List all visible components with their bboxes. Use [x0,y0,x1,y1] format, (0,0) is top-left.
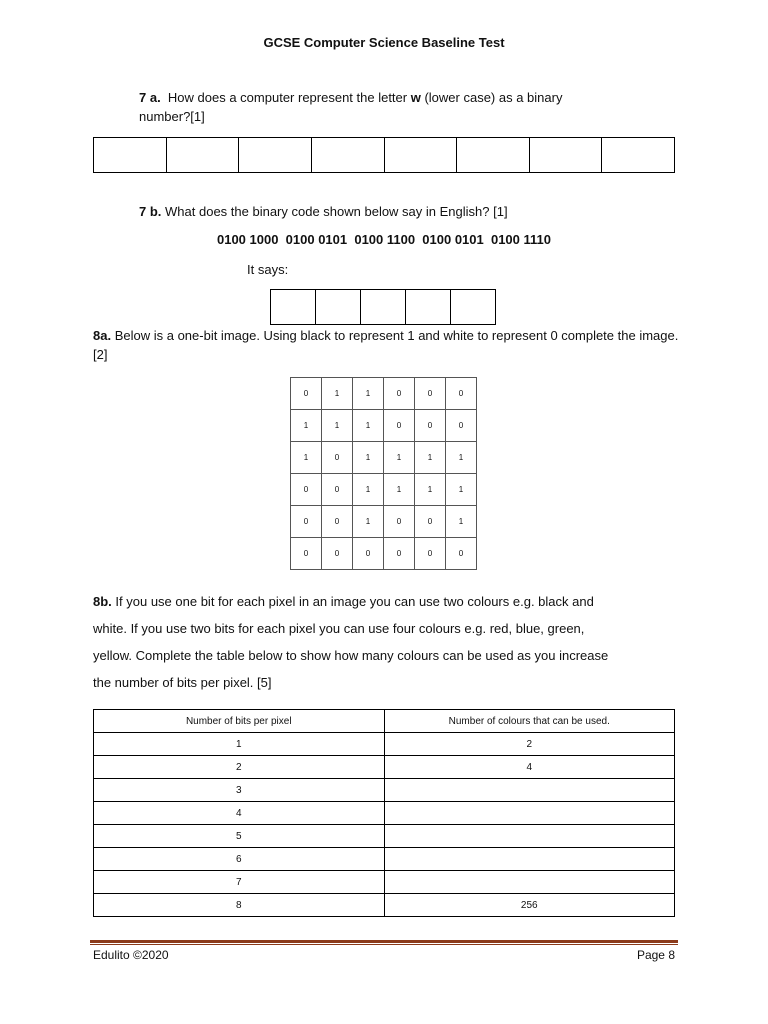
bits-cell: 5 [94,825,385,848]
binary-bit-box[interactable] [166,138,239,173]
table-row [94,894,675,917]
grid-cell[interactable]: 1 [446,474,477,506]
table-row [94,825,675,848]
colours-cell[interactable] [384,871,675,894]
colours-cell[interactable] [384,848,675,871]
grid-cell[interactable]: 0 [415,538,446,570]
binary-bit-box[interactable] [602,138,675,173]
grid-cell[interactable]: 0 [322,506,353,538]
question-8a [93,326,683,364]
grid-cell[interactable]: 0 [291,538,322,570]
question-7a-label: 7 a. [139,90,161,105]
binary-bit-box[interactable] [94,138,167,173]
table-row [94,779,675,802]
grid-row [291,506,477,538]
page-header: GCSE Computer Science Baseline Test [263,35,505,50]
question-8b-line3: yellow. Complete the table below to show how many colours can be used as you increase [93,648,609,663]
table-row [94,733,675,756]
bits-cell: 4 [94,802,385,825]
grid-cell[interactable]: 1 [415,442,446,474]
table-row [94,802,675,825]
grid-cell[interactable]: 1 [384,474,415,506]
binary-bit-box[interactable] [457,138,530,173]
grid-cell[interactable]: 1 [353,506,384,538]
binary-code: 0100 1000 0100 0101 0100 1100 0100 0101 0100 1110 [216,232,551,247]
question-8b-text-line1: If you use one bit for each pixel in an image you can use two colours e.g. black and [115,594,594,609]
bits-cell: 8 [94,894,385,917]
grid-row [291,538,477,570]
grid-cell[interactable]: 0 [322,538,353,570]
letter-box[interactable] [451,290,496,325]
grid-cell[interactable]: 0 [415,506,446,538]
question-7b-text: What does the binary code shown below say in English? [1] [165,204,508,219]
it-says-label: It says: [247,262,289,277]
question-7a-text-post: (lower case) as a binary number?[1] [139,90,563,124]
grid-row [291,410,477,442]
colours-cell[interactable] [384,779,675,802]
grid-cell[interactable]: 1 [322,410,353,442]
binary-bit-box[interactable] [529,138,602,173]
footer-page-number: Page 8 [636,948,675,962]
letter-answer-boxes [270,289,496,325]
grid-cell[interactable]: 0 [384,538,415,570]
question-8a-label: 8a. [93,328,112,343]
question-7b [139,202,508,221]
footer-divider-thin [90,944,678,945]
table-row [94,848,675,871]
grid-cell[interactable]: 1 [384,442,415,474]
grid-cell[interactable]: 1 [353,378,384,410]
grid-cell[interactable]: 0 [446,410,477,442]
question-7a-text-pre: How does a computer represent the letter [167,90,411,105]
colours-cell: 4 [384,756,675,779]
bits-cell: 2 [94,756,385,779]
table-header-cell: Number of bits per pixel [94,710,385,733]
bits-cell: 7 [94,871,385,894]
table-header-row [94,710,675,733]
grid-cell[interactable]: 1 [322,378,353,410]
grid-cell[interactable]: 1 [446,506,477,538]
letter-box[interactable] [271,290,316,325]
question-7b-label: 7 b. [139,204,162,219]
question-8b-line1 [93,592,594,611]
colours-table [93,709,675,917]
table-row [94,871,675,894]
grid-cell[interactable]: 1 [353,442,384,474]
question-7a-letter: w [410,90,421,105]
grid-cell[interactable]: 1 [291,442,322,474]
letter-box[interactable] [406,290,451,325]
grid-cell[interactable]: 1 [415,474,446,506]
colours-cell[interactable] [384,802,675,825]
grid-row [291,378,477,410]
grid-cell[interactable]: 0 [384,378,415,410]
colours-cell[interactable] [384,825,675,848]
grid-cell[interactable]: 0 [353,538,384,570]
footer-divider [90,940,678,943]
bits-cell: 3 [94,779,385,802]
grid-cell[interactable]: 0 [415,378,446,410]
grid-row [291,442,477,474]
colours-cell: 256 [384,894,675,917]
table-row [94,756,675,779]
grid-cell[interactable]: 1 [353,474,384,506]
grid-cell[interactable]: 1 [446,442,477,474]
question-8b-line2: white. If you use two bits for each pixel you can use four colours e.g. red, blue, green, [93,621,585,636]
letter-box[interactable] [361,290,406,325]
question-8a-text: Below is a one-bit image. Using black to represent 1 and white to represent 0 complete the image. [2] [93,328,679,362]
grid-row [291,474,477,506]
grid-cell[interactable]: 0 [322,442,353,474]
grid-cell[interactable]: 0 [291,378,322,410]
binary-bit-box[interactable] [384,138,457,173]
bits-cell: 6 [94,848,385,871]
question-8b-line4: the number of bits per pixel. [5] [93,675,272,690]
grid-cell[interactable]: 1 [353,410,384,442]
binary-bit-box[interactable] [239,138,312,173]
grid-cell[interactable]: 0 [322,474,353,506]
footer-copyright: Edulito ©2020 [93,948,169,962]
colours-cell: 2 [384,733,675,756]
binary-answer-boxes [93,137,675,173]
table-header-cell: Number of colours that can be used. [384,710,675,733]
letter-box[interactable] [316,290,361,325]
question-8b-label: 8b. [93,594,112,609]
one-bit-image-grid [290,377,477,570]
grid-cell[interactable]: 0 [384,506,415,538]
grid-cell[interactable]: 0 [415,410,446,442]
grid-cell[interactable]: 1 [291,410,322,442]
binary-bit-box[interactable] [311,138,384,173]
grid-cell[interactable]: 0 [291,474,322,506]
grid-cell[interactable]: 0 [446,538,477,570]
grid-cell[interactable]: 0 [446,378,477,410]
grid-cell[interactable]: 0 [291,506,322,538]
bits-cell: 1 [94,733,385,756]
question-7a [139,88,609,126]
grid-cell[interactable]: 0 [384,410,415,442]
